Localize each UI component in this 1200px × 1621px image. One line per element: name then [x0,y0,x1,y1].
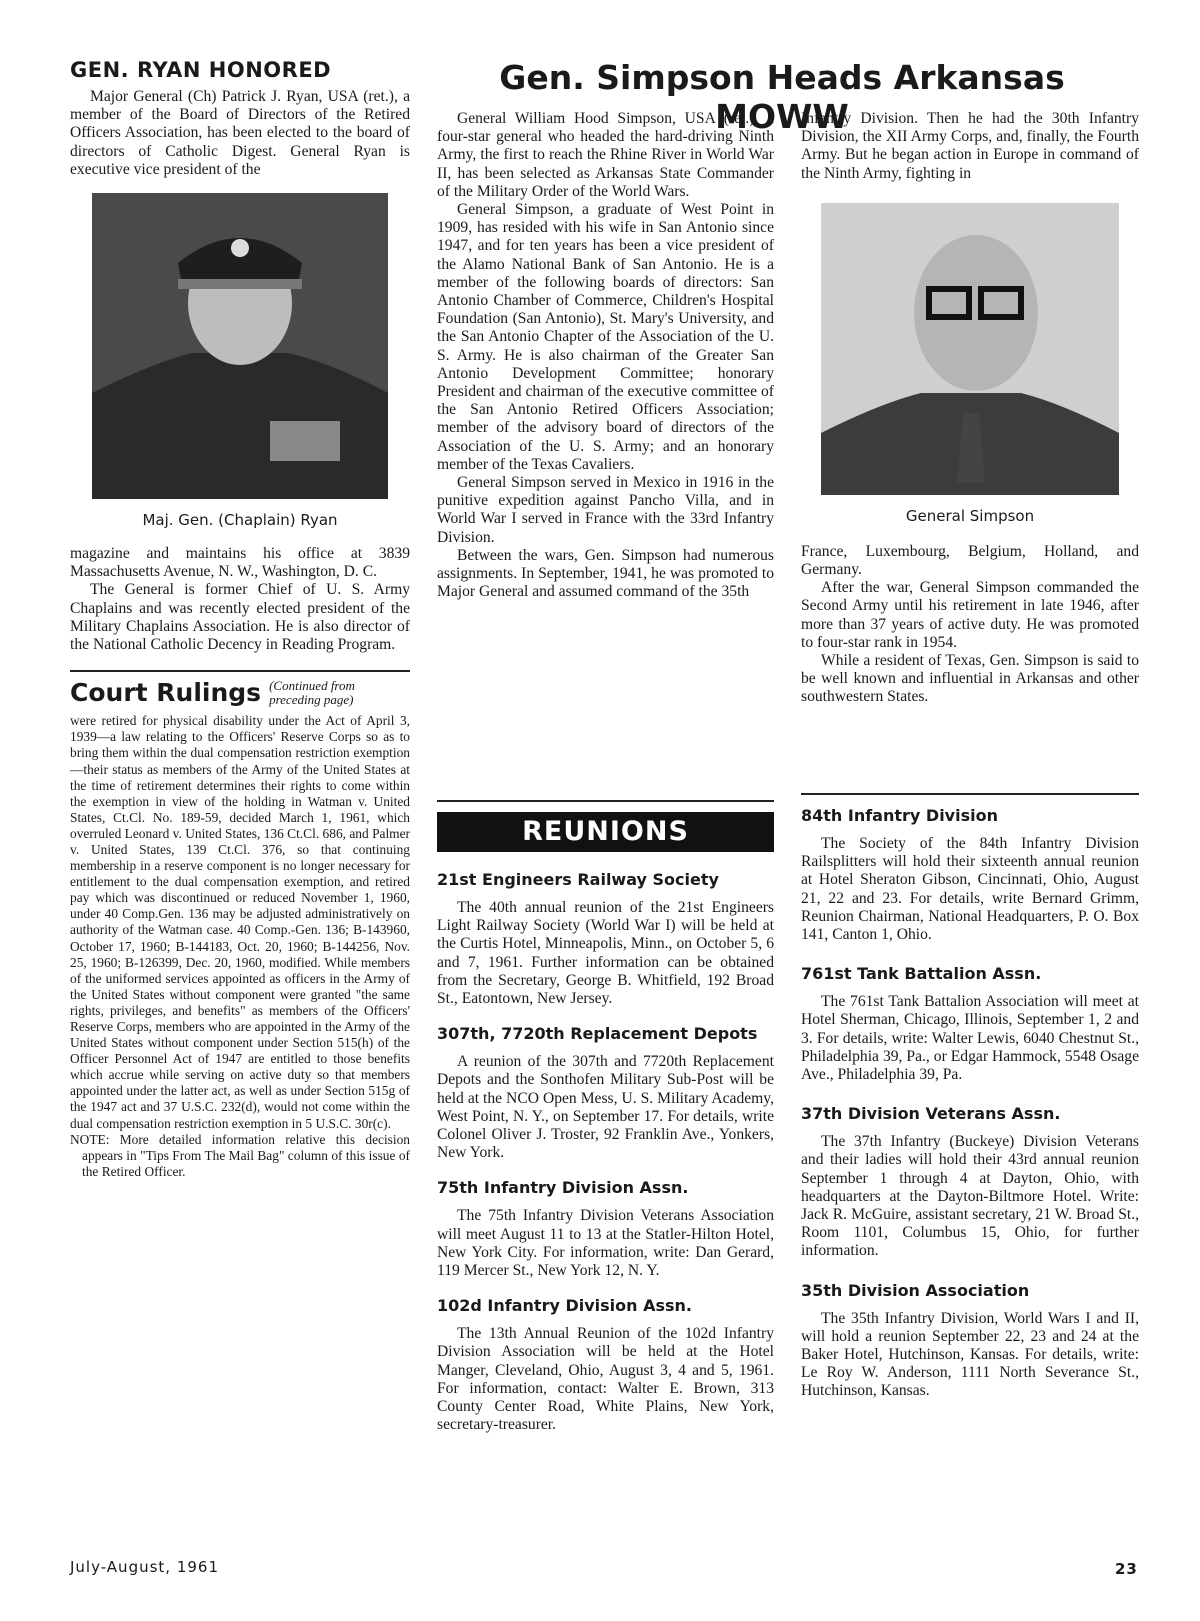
reunions-right-column [801,806,1139,1401]
reunion-text: The 761st Tank Battalion Association will meet at Hotel Sherman, Chicago, Illinois, September 1, 2 and 3. For details, write: Walter Lewis, 6040 Chestnut St., Philadelphia 39, Pa., or Edgar Hammock, 5548 Osage Ave., Philadelphia 39, Pa. [801,993,1139,1084]
court-rulings-header [70,678,410,707]
section-divider [70,670,410,672]
left-column [70,58,410,1180]
reunions-divider-middle [437,800,774,802]
ryan-paragraph-1: Major General (Ch) Patrick J. Ryan, USA (ret.), a member of the Board of Directors of the Retired Officers Association, has been elected to the board of directors of Catholic Digest. General Ryan is executive vice president of the [70,88,410,178]
reunion-item [437,1296,774,1434]
page-number: 23 [1115,1560,1138,1578]
court-rulings-continued: (Continued from preceding page) [269,678,355,708]
ryan-paragraph-3: The General is former Chief of U. S. Army Chaplains and was recently elected president of the Military Chaplains Association. He is also director of the National Catholic Decency in Reading Program. [70,581,410,654]
simpson-paragraph-2: General Simpson, a graduate of West Point in 1909, has resided with his wife in San Antonio since 1947, and for ten years has been a vice president of the Alamo National Bank of San Antonio. He is a member of the following boards of directors: San Antonio Chamber of Commerce, Children's Hospital Foundation (San Antonio), St. Mary's University, and the San Antonio Chapter of the Association of the U. S. Army. He is also chairman of the Greater San Antonio Development Committee; honorary President and chairman of the executive committee of the San Antonio Retired Officers Association; member of the advisory board of directors of the Association of the U. S. Army; and an honorary member of the Texas Cavaliers. [437,201,774,473]
reunion-title: 35th Division Association [801,1280,1030,1300]
reunion-item [801,1281,1139,1401]
reunions-banner: REUNIONS [437,812,774,852]
reunion-item [437,1024,774,1162]
reunion-title: 37th Division Veterans Assn. [801,1104,1061,1124]
ryan-paragraph-2: magazine and maintains his office at 3839 Massachusetts Avenue, N. W., Washington, D. C. [70,545,410,581]
reunion-text: A reunion of the 307th and 7720th Replacement Depots and the Sonthofen Military Sub-Post will be held at the NCO Open Mess, U. S. Military Academy, West Point, N. Y., on September 17. For details, write Colonel Oliver J. Troster, 92 Franklin Ave., Yonkers, New York. [437,1053,774,1162]
simpson-paragraph-3: General Simpson served in Mexico in 1916 in the punitive expedition against Pancho Villa, and in World War I served in France with the 33rd Infantry Division. [437,474,774,546]
reunion-text: The Society of the 84th Infantry Division Railsplitters will hold their sixteenth annual reunion at Hotel Sheraton Gibson, Cincinnati, Ohio, August 21, 22 and 23. For details, write Bernard Grimm, Reunion Chairman, National Headquarters, P. O. Box 141, Canton 1, Ohio. [801,835,1139,944]
reunion-text: The 75th Infantry Division Veterans Association will meet August 11 to 13 at the Statler-Hilton Hotel, New York City. For information, write: Dan Gerard, 119 Mercer St., New York 12, N. Y. [437,1207,774,1280]
reunion-title: 75th Infantry Division Assn. [437,1178,689,1198]
simpson-photo [821,203,1119,495]
reunion-item [801,806,1139,944]
reunion-title: 307th, 7720th Replacement Depots [437,1024,758,1044]
simpson-paragraph-7: After the war, General Simpson commanded the Second Army until his retirement in late 1946, after more than 37 years of active duty. He was promoted to four-star rank in 1954. [801,579,1139,651]
reunions-divider-right [801,793,1139,795]
ryan-caption: Maj. Gen. (Chaplain) Ryan [142,511,338,530]
reunion-text: The 40th annual reunion of the 21st Engineers Light Railway Society (World War I) will be held at the Curtis Hotel, Minneapolis, Minn., on October 5, 6 and 7, 1961. Further information can be obtained from the Secretary, George B. Whitfield, 192 Broad St., Eatontown, New Jersey. [437,899,774,1008]
simpson-caption: General Simpson [905,506,1035,525]
reunion-item [801,1104,1139,1260]
court-rulings-title: Court Rulings [70,678,262,708]
ryan-portrait-image [92,193,388,499]
reunion-item [437,870,774,1008]
reunion-item [801,964,1139,1084]
simpson-middle-column [437,110,774,601]
simpson-headline: Gen. Simpson Heads Arkansas MOWW [499,58,1065,136]
ryan-photo [92,193,388,499]
court-rulings-text: were retired for physical disability under the Act of April 3, 1939—a law relating to the Officers' Reserve Corps so as to bring them within the dual compensation restriction exemption—their status as members of the Army of the United States at the time of retirement determines their rights to come within the exemption in view of the holding in Watman v. United States, Ct.Cl. No. 189-59, decided March 1, 1961, which overruled Leonard v. United States, 136 Ct.Cl. 686, and Palmer v. United States, 139 Ct.Cl. 376, so that continuing membership in a reserve component is no longer necessary for entitlement to the dual compensation exemption, and retired pay which was discontinued or reduced November 1, 1960, under 40 Comp.Gen. 136 may be adjusted administratively on authority of the Watman case. 40 Comp.-Gen. 136; B-143960, October 17, 1960; B-144183, Oct. 20, 1960; B-144256, Nov. 25, 1960; B-126399, Dec. 20, 1960, modified. While members of the uniformed services appointed as officers in the Army of the United States without component were granted "the same rights, privileges, and benefits" as members of the Officers' Reserve Corps, members who are appointed in the Army of the United States without component under Section 515(h) of the Officer Personnel Act of 1947 are entitled to those benefits which accrue while serving on active duty so that members appointed under the latter act, as well as under Section 515g of the 1947 act and 37 U.S.C. 232(d), would not come within the dual compensation restriction exemption in 5 U.S.C. 30r(c). [70,713,410,1131]
simpson-paragraph-6: France, Luxembourg, Belgium, Holland, and Germany. [801,542,1139,579]
reunion-title: 761st Tank Battalion Assn. [801,964,1042,984]
simpson-portrait-image [821,203,1119,495]
reunion-item [437,1178,774,1280]
simpson-paragraph-8: While a resident of Texas, Gen. Simpson is said to be well known and influential in Arkansas and other southwestern States. [801,652,1139,706]
simpson-paragraph-4: Between the wars, Gen. Simpson had numerous assignments. In September, 1941, he was promoted to Major General and assumed command of the 35th [437,546,774,601]
reunion-title: 21st Engineers Railway Society [437,870,719,889]
issue-date: July-August, 1961 [70,1558,219,1576]
reunion-title: 102d Infantry Division Assn. [437,1296,692,1316]
ryan-headline: GEN. RYAN HONORED [70,58,332,82]
simpson-paragraph-5: Infantry Division. Then he had the 30th Infantry Division, the XII Army Corps, and, finally, the Fourth Army. But he began action in Europe in command of the Ninth Army, fighting in [801,110,1139,182]
simpson-right-column [801,110,1139,707]
reunion-text: The 35th Infantry Division, World Wars I and II, will hold a reunion September 22, 23 and 24 at the Baker Hotel, Hutchinson, Kansas. For details, write: Le Roy W. Anderson, 1111 North Severance St., Hutchinson, Kansas. [801,1309,1139,1400]
court-rulings-note: NOTE: More detailed information relative this decision appears in "Tips From The Mail Bag" column of this issue of the Retired Officer. [70,1131,410,1179]
reunion-text: The 37th Infantry (Buckeye) Division Veterans and their ladies will hold their 43rd annual reunion September 1 through 4 at Dayton, Ohio, with headquarters at the Dayton-Biltmore Hotel. Write: Jack R. McGuire, assistant secretary, 21 W. Broad St., Room 1101, Columbus 15, Ohio, for further information. [801,1133,1139,1260]
reunion-title: 84th Infantry Division [801,806,998,825]
simpson-paragraph-1: General William Hood Simpson, USA (ret.), a four-star general who headed the hard-driving Ninth Army, the first to reach the Rhine River in World War II, has been selected as Arkansas State Commander of the Military Order of the World Wars. [437,110,774,200]
reunion-text: The 13th Annual Reunion of the 102d Infantry Division Association will be held at the Hotel Manger, Cleveland, Ohio, August 3, 4 and 5, 1961. For information, contact: Walter E. Brown, 313 County Center Road, White Plains, New York, secretary-treasurer. [437,1325,774,1434]
reunions-middle-column [437,812,774,1434]
